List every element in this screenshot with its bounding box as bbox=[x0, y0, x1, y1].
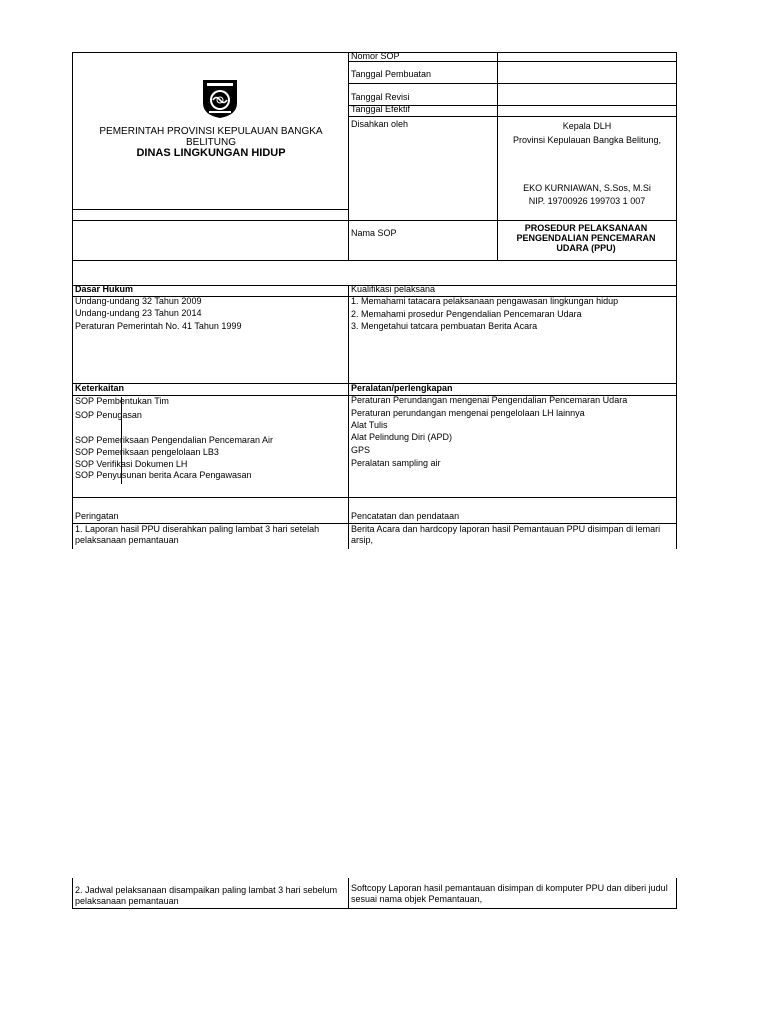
kualifikasi-item: 3. Mengetahui tatcara pembuatan Berita Acara bbox=[351, 321, 538, 331]
peralatan-item: Peralatan sampling air bbox=[351, 458, 441, 468]
peralatan-item: Peraturan Perundangan mengenai Pengendalian Pencemaran Udara bbox=[351, 395, 628, 405]
org-name: PEMERINTAH PROVINSI KEPULAUAN BANGKA BELITUNG bbox=[99, 126, 323, 148]
peralatan-item: Alat Pelindung Diri (APD) bbox=[351, 432, 453, 442]
disahkan-oleh-label: Disahkan oleh bbox=[351, 119, 409, 129]
peringatan-item: 1. Laporan hasil PPU diserahkan paling lambat 3 hari setelah pelaksanaan pemantauan bbox=[75, 524, 320, 545]
approver-title: Kepala DLH bbox=[562, 121, 612, 131]
keterkaitan-item: SOP Penugasan bbox=[75, 410, 142, 420]
kualifikasi-item: 2. Memahami prosedur Pengendalian Pencemaran Udara bbox=[351, 309, 582, 319]
peringatan-item: 2. Jadwal pelaksanaan disampaikan paling lambat 3 hari sebelum pelaksanaan pemantauan bbox=[75, 885, 338, 906]
kualifikasi-item: 1. Memahami tatacara pelaksanaan pengawasan lingkungan hidup bbox=[351, 296, 619, 306]
pencatatan-item: Berita Acara dan hardcopy laporan hasil Pemantauan PPU disimpan di lemari arsip, bbox=[351, 524, 661, 545]
dasar-hukum-item: Peraturan Pemerintah No. 41 Tahun 1999 bbox=[75, 321, 242, 331]
peralatan-item: Peraturan perundangan mengenai pengelolaan LH lainnya bbox=[351, 408, 585, 418]
peralatan-item: Alat Tulis bbox=[351, 420, 388, 430]
keterkaitan-item: SOP Verifikasi Dokumen LH bbox=[75, 459, 188, 469]
keterkaitan-item: SOP Pemeriksaan Pengendalian Pencemaran Air bbox=[75, 435, 273, 445]
kualifikasi-heading: Kualifikasi pelaksana bbox=[351, 284, 436, 294]
peralatan-heading: Peralatan/perlengkapan bbox=[351, 383, 453, 393]
tanggal-revisi-label: Tanggal Revisi bbox=[351, 92, 410, 102]
tanggal-pembuatan-label: Tanggal Pembuatan bbox=[351, 69, 432, 79]
peringatan-heading: Peringatan bbox=[75, 511, 119, 521]
peralatan-item: GPS bbox=[351, 445, 371, 455]
approver-name: EKO KURNIAWAN, S.Sos, M.Si bbox=[523, 183, 651, 193]
department-name: DINAS LINGKUNGAN HIDUP bbox=[136, 147, 286, 159]
dasar-hukum-item: Undang-undang 32 Tahun 2009 bbox=[75, 296, 202, 306]
dasar-hukum-heading: Dasar Hukum bbox=[75, 284, 134, 294]
provincial-emblem-icon bbox=[201, 77, 239, 119]
keterkaitan-item: SOP Pemeriksaan pengelolaan LB3 bbox=[75, 447, 219, 457]
nomor-sop-label: Nomor SOP bbox=[351, 51, 400, 61]
pencatatan-item: Softcopy Laporan hasil pemantauan disimpan di komputer PPU dan diberi judul sesuai nama objek Pemantauan, bbox=[351, 883, 668, 904]
keterkaitan-heading: Keterkaitan bbox=[75, 383, 125, 393]
keterkaitan-item: SOP Penyusunan berita Acara Pengawasan bbox=[75, 470, 252, 480]
dasar-hukum-item: Undang-undang 23 Tahun 2014 bbox=[75, 308, 202, 318]
pencatatan-heading: Pencatatan dan pendataan bbox=[351, 511, 460, 521]
nama-sop-label: Nama SOP bbox=[351, 228, 397, 238]
approver-nip: NIP. 19700926 199703 1 007 bbox=[528, 196, 646, 206]
approver-office: Provinsi Kepulauan Bangka Belitung, bbox=[512, 135, 662, 145]
nama-sop-value: PROSEDUR PELAKSANAAN PENGENDALIAN PENCEMARAN UDARA (PPU) bbox=[516, 223, 656, 253]
tanggal-efektif-label: Tanggal Efektif bbox=[351, 104, 411, 114]
keterkaitan-item: SOP Pembentukan Tim bbox=[75, 396, 169, 406]
